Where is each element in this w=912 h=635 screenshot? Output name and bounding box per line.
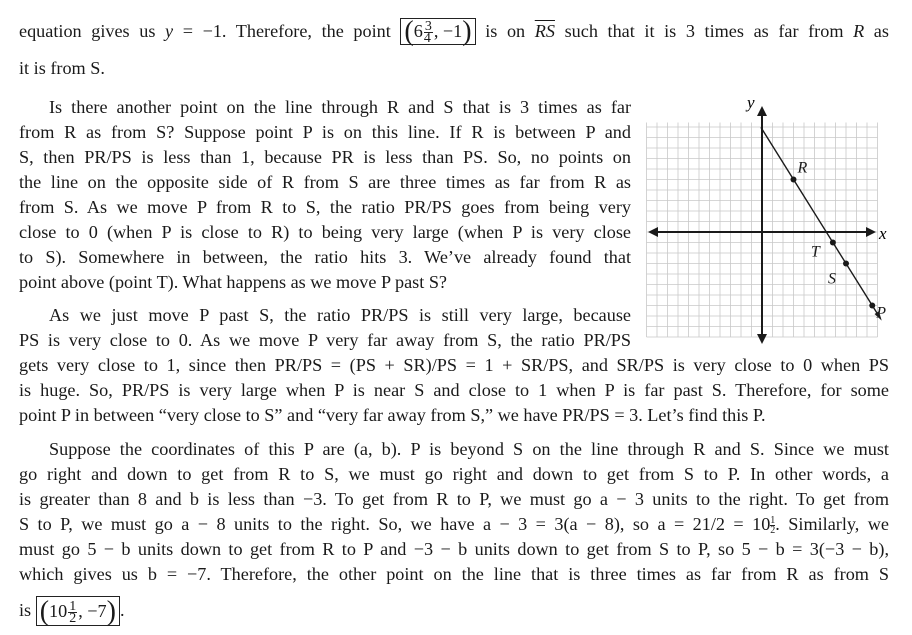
text-line-2: it is from S.: [19, 58, 105, 78]
y-axis-arrow-up: [757, 106, 767, 116]
text-run: as: [864, 21, 889, 41]
y-axis-arrow-down: [757, 334, 767, 344]
fraction-den: 2: [770, 525, 776, 537]
x-axis-arrow-left: [648, 227, 658, 237]
point-label-r: R: [797, 159, 808, 177]
var-y: y: [165, 21, 174, 41]
para3-line: go right and down to get from R to S, we must go right and down to get from S to P. In other words, a: [19, 464, 889, 484]
para3-line: Suppose the coordinates of this P are (a, b). P is beyond S on the line through R and S. Since we must: [49, 439, 889, 459]
text-run: . Similarly, we: [775, 514, 889, 534]
x-axis-label: x: [879, 224, 887, 243]
text-run: is: [19, 600, 32, 620]
para1-line: from R as from S? Suppose point P is on this line. If R is between P and: [19, 122, 631, 142]
para1-line: point above (point T). What happens as we move P past S?: [19, 272, 448, 292]
text-run: .: [119, 600, 125, 620]
axes: [648, 106, 876, 344]
para2-line: is huge. So, PR/PS is very large when P is near S and close to 1 when P is far past S. Therefore, for some: [19, 380, 889, 400]
boxed-answer-t: (6 $\frac{3}{4}$ , −1): [400, 18, 475, 45]
final-answer-line: [19, 594, 125, 626]
para1-line: from S. As we move P from R to S, the ratio PR/PS goes from being very: [19, 197, 631, 217]
para3-line: which gives us b = −7. Therefore, the other point on the line that is three times as far from R as from S: [19, 564, 889, 584]
text-run: is on: [475, 21, 535, 41]
point-label-t: T: [810, 243, 820, 261]
text-line-1: [19, 16, 889, 48]
boxed-answer-p: (10 $\frac{1}{2}$ , −7): [36, 596, 120, 626]
points: [791, 160, 887, 322]
para3-line: is greater than 8 and b is less than −3. To get from R to P, we must go a − 3 units to the right. To get from: [19, 489, 889, 509]
fraction-den: 2: [69, 611, 77, 627]
text-run: = −1. Therefore, the point: [173, 21, 401, 41]
point-label-s: S: [828, 270, 836, 288]
var-r: R: [853, 21, 865, 41]
fraction-num: 1: [69, 599, 77, 615]
para2-line: As we just move P past S, the ratio PR/PS is still very large, because: [49, 305, 631, 325]
point-label-p: P: [876, 304, 887, 322]
point-p: [869, 303, 875, 309]
fraction: [423, 19, 433, 47]
point-p-int: 10: [49, 600, 68, 621]
para3-line: [19, 511, 889, 537]
point-s: [843, 261, 849, 267]
para2-line: gets very close to 1, since then PR/PS = (PS + SR)/PS = 1 + SR/PS, and SR/PS is very close to 0 when PS: [19, 355, 889, 375]
text-run: such that it is 3 times as far from: [554, 21, 854, 41]
para3-line: must go 5 − b units down to get from R to P and −3 − b units down to get from S to P, so 5 − b = 3(−3 − b),: [19, 539, 889, 559]
text-run: S to P, we must go a − 8 units to the right. So, we have a − 3 = 3(a − 8), so a = 21/2 = 10: [19, 514, 771, 534]
point-r: [791, 177, 797, 183]
point-t-y: , −1: [433, 21, 463, 42]
para1-line: Is there another point on the line through R and S that is 3 times as far: [49, 97, 631, 117]
x-axis-arrow-right: [866, 227, 876, 237]
line-through-r-and-s: [761, 127, 880, 317]
point-t: [830, 240, 836, 246]
para1-line: to S). Somewhere in between, the ratio hits 3. We’ve already found that: [19, 247, 631, 267]
para1-line: S, then PR/PS is less than 1, because PR is less than PS. So, no points on: [19, 147, 631, 167]
fraction: [68, 599, 77, 627]
point-p-y: , −7: [78, 600, 107, 621]
fraction-num: 1: [770, 515, 776, 527]
para2-line: PS is very close to 0. As we move P very far away from S, the ratio PR/PS: [19, 330, 631, 350]
para2-line: point P in between “very close to S” and “very far away from S,” we have PR/PS = 3. Let’s find this P.: [19, 405, 766, 425]
para1-line: the line on the opposite side of R from S are three times as far from R as: [19, 172, 631, 192]
text-run: equation gives us: [19, 21, 166, 41]
point-t-int: 6: [413, 21, 423, 42]
para1-line: close to 0 (when P is close to R) to being very large (when P is very close: [19, 222, 631, 242]
segment-rs: $\overline{RS}$: [534, 21, 555, 41]
coordinate-graph: [646, 96, 892, 348]
fraction-num: 3: [424, 19, 432, 35]
y-axis-label: y: [747, 96, 755, 112]
fraction-den: 4: [423, 31, 431, 47]
